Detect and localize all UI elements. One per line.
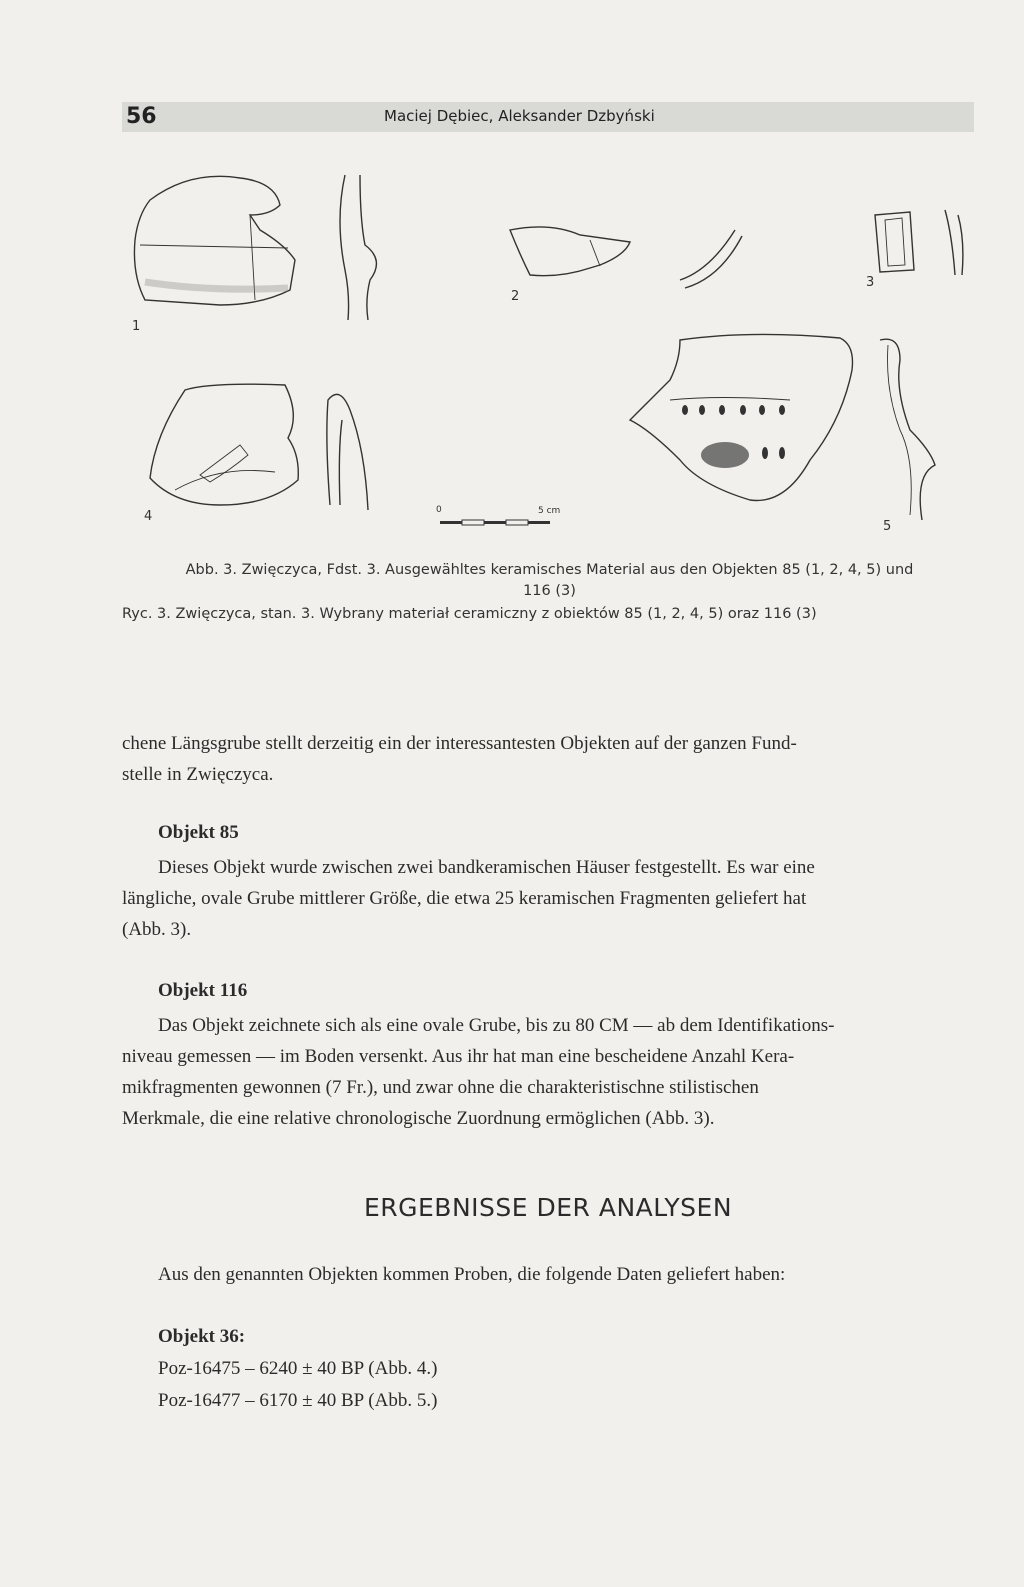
caption-de-line: Abb. 3. Zwięczyca, Fdst. 3. Ausgewähltes keramisches Material aus den Objekten 85 (1, 2, 4, 5) und (185, 562, 914, 578)
figure-label-3: 3 (866, 275, 875, 290)
running-header-authors: Maciej Dębiec, Aleksander Dzbyński (384, 107, 655, 125)
analysis-intro: Aus den genannten Objekten kommen Proben, die folgende Daten geliefert haben: (158, 1264, 786, 1285)
sherd-3-drawing (875, 210, 963, 275)
running-header (122, 102, 974, 132)
heading-objekt-116: Objekt 116 (158, 980, 248, 1001)
sherd-1-drawing (134, 175, 376, 320)
figure-label-1: 1 (132, 319, 141, 334)
text-line: Das Objekt zeichnete sich als eine ovale Grube, bis zu 80 CM — ab dem Identifikations- (158, 1015, 835, 1036)
scale-start-label: 0 (436, 505, 442, 515)
paragraph-intro (122, 728, 974, 790)
text-line: Dieses Objekt wurde zwischen zwei bandkeramischen Häuser festgestellt. Es war eine (158, 857, 815, 878)
text-line: chene Längsgrube stellt derzeitig ein der interessantesten Objekten auf der ganzen Fund- (122, 733, 797, 754)
section-title: ERGEBNISSE DER ANALYSEN (363, 1193, 733, 1222)
heading-objekt-85: Objekt 85 (158, 822, 239, 843)
sherd-4-drawing (150, 384, 368, 510)
text-line: stelle in Zwięczyca. (122, 764, 274, 785)
date-entry-2: Poz-16477 – 6170 ± 40 BP (Abb. 5.) (158, 1390, 438, 1411)
figure-label-2: 2 (511, 289, 520, 304)
page-number: 56 (126, 104, 157, 129)
scale-end-label: 5 cm (538, 506, 561, 516)
date-entry-1: Poz-16475 – 6240 ± 40 BP (Abb. 4.) (158, 1358, 438, 1379)
text-line: niveau gemessen — im Boden versenkt. Aus ihr hat man eine bescheidene Anzahl Kera- (122, 1046, 795, 1067)
text-line: Merkmale, die eine relative chronologische Zuordnung ermöglichen (Abb. 3). (122, 1108, 715, 1129)
paragraph-objekt-116 (122, 1010, 974, 1134)
figure-label-5: 5 (883, 519, 892, 534)
figure-caption-pl: Ryc. 3. Zwięczyca, stan. 3. Wybrany materiał ceramiczny z obiektów 85 (1, 2, 4, 5) oraz 116 (3) (122, 606, 817, 622)
text-line: mikfragmenten gewonnen (7 Fr.), und zwar ohne die charakteristischne stilistischen (122, 1077, 759, 1098)
figure-label-4: 4 (144, 509, 153, 524)
figure-ceramics (110, 160, 980, 550)
text-line: (Abb. 3). (122, 919, 192, 940)
sherd-2-drawing (510, 227, 742, 288)
caption-de-line: 116 (3) (523, 583, 576, 599)
scale-bar (440, 520, 550, 525)
ceramics-drawing (110, 160, 980, 550)
sherd-5-drawing (630, 334, 935, 520)
heading-objekt-36: Objekt 36: (158, 1326, 246, 1347)
figure-caption-de (122, 560, 977, 602)
text-line: längliche, ovale Grube mittlerer Größe, die etwa 25 keramischen Fragmenten geliefert hat (122, 888, 807, 909)
paragraph-objekt-85 (122, 852, 974, 945)
